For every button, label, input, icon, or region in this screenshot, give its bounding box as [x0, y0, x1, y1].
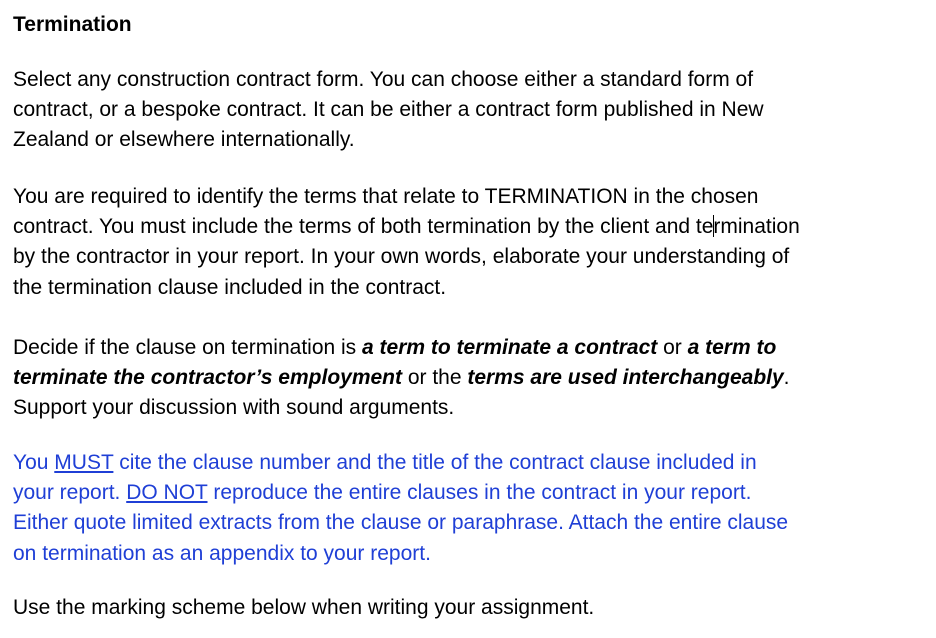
text-line: by the contractor in your report. In your own words, elaborate your understanding of: [13, 245, 790, 269]
text-segment: contract. You must include the terms of both termination by the client and te: [13, 215, 714, 239]
text-line: Use the marking scheme below when writing your assignment.: [13, 596, 595, 619]
paragraph-decide-clause: [13, 333, 928, 424]
text-line: [13, 363, 928, 393]
emphasis-text: a term to: [687, 336, 777, 359]
section-heading: Termination: [13, 13, 132, 36]
text-line: contract, or a bespoke contract. It can be either a contract form published in New: [13, 98, 764, 122]
text-line: You are required to identify the terms that relate to TERMINATION in the chosen: [13, 185, 759, 208]
text-segment: .: [783, 366, 790, 390]
text-segment: Decide if the clause on termination is: [13, 336, 363, 359]
emphasis-text: terminate the contractor’s employment: [13, 366, 402, 390]
text-line: Support your discussion with sound arguments.: [13, 396, 455, 420]
paragraph-marking-scheme: [13, 593, 928, 623]
paragraph-contract-selection: [13, 65, 928, 156]
emphasis-text: a term to terminate a contract: [362, 336, 658, 359]
text-line: [13, 448, 928, 478]
text-line: the termination clause included in the contract.: [13, 275, 447, 299]
text-segment: cite the clause number and the title of the contract clause included in: [113, 451, 757, 474]
text-segment: your report.: [13, 481, 127, 505]
text-segment: or: [657, 336, 688, 359]
text-segment: rmination: [713, 215, 800, 239]
text-line: [13, 478, 928, 508]
paragraph-citation-instructions: [13, 448, 928, 569]
emphasis-text: terms are used interchangeably: [467, 366, 784, 390]
text-line: Select any construction contract form. You can choose either a standard form of: [13, 68, 754, 91]
text-segment: You: [13, 451, 55, 474]
text-segment: or the: [402, 366, 468, 390]
text-line: [13, 333, 928, 363]
paragraph-termination-terms: [13, 182, 928, 303]
text-line: on termination as an appendix to your report.: [13, 541, 431, 565]
text-segment: reproduce the entire clauses in the contract in your report.: [207, 481, 752, 505]
underlined-text: DO NOT: [126, 481, 208, 505]
text-line: Either quote limited extracts from the clause or paraphrase. Attach the entire clause: [13, 511, 789, 535]
underlined-text: MUST: [54, 451, 114, 474]
text-line: Zealand or elsewhere internationally.: [13, 128, 355, 152]
text-line: [13, 212, 928, 242]
